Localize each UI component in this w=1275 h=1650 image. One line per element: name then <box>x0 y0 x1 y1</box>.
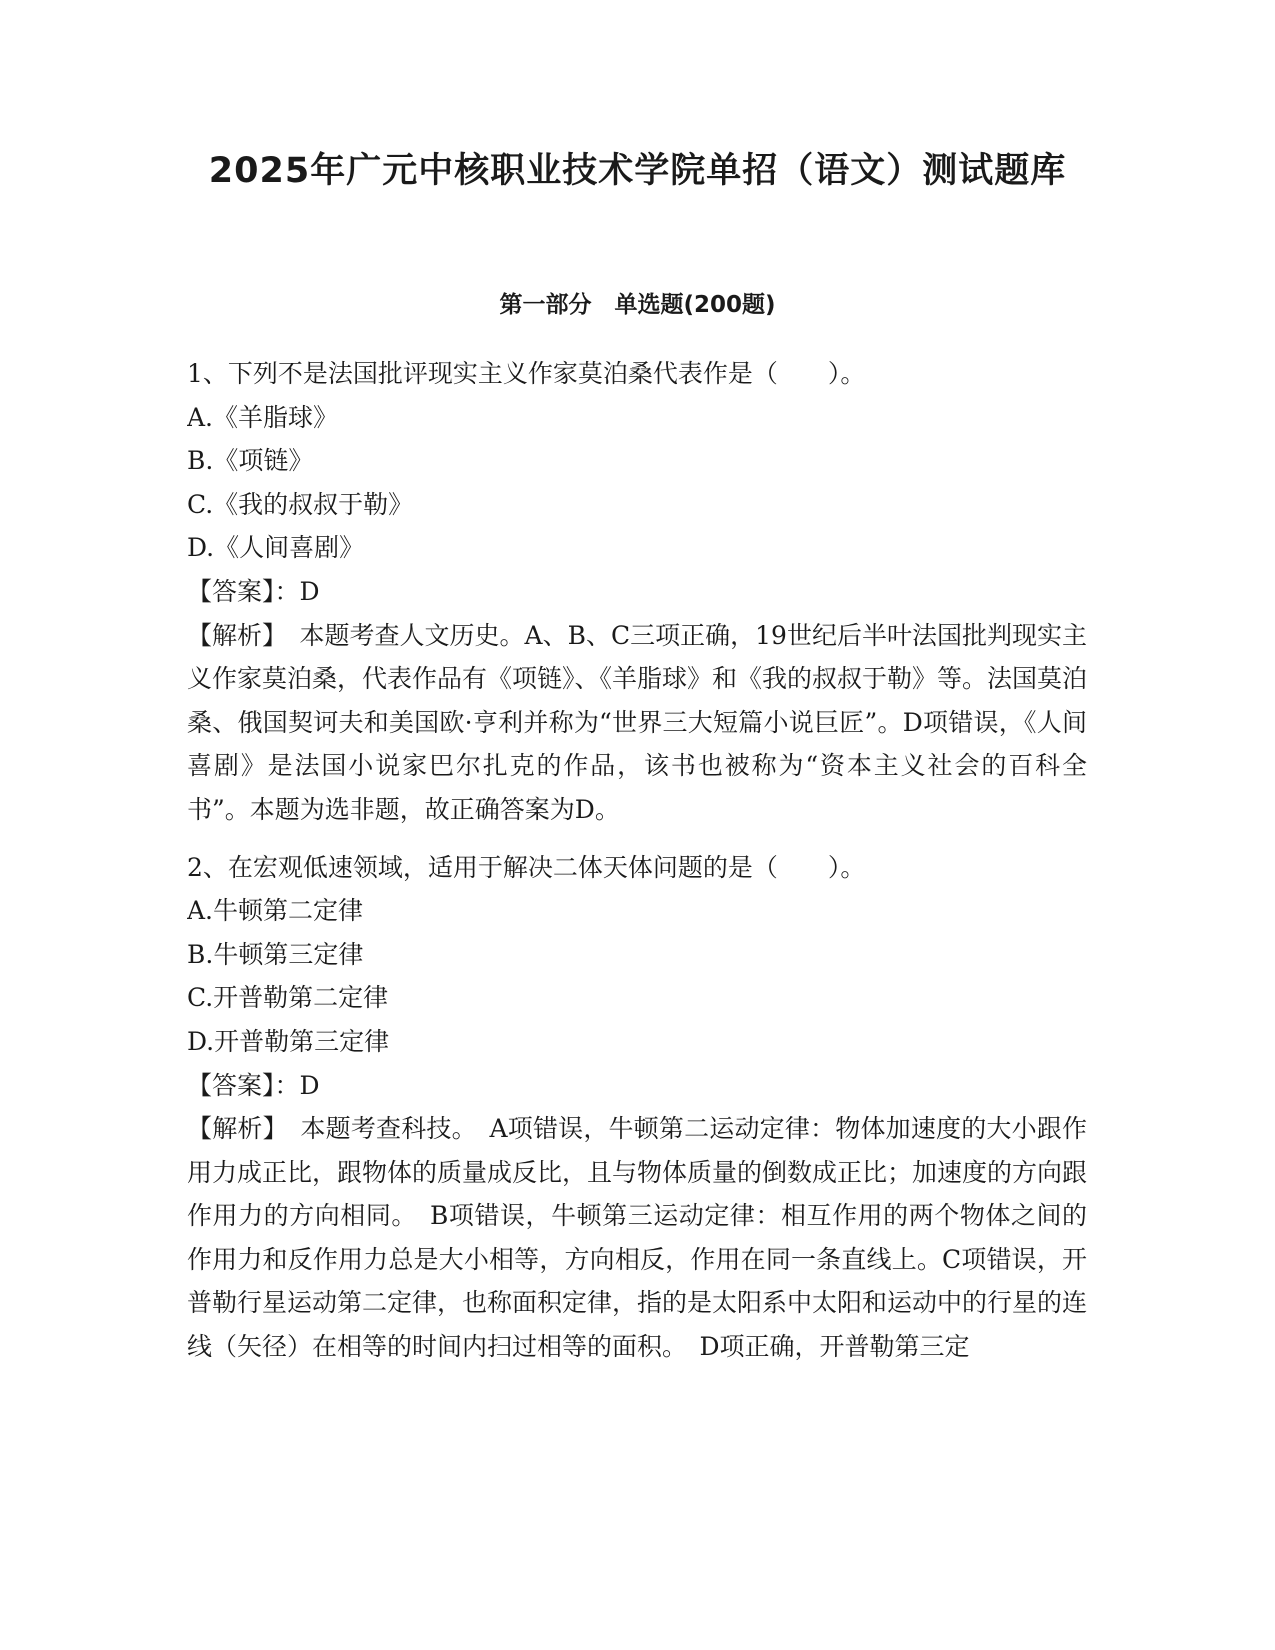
section-title: 第一部分 单选题(200题) <box>499 292 776 318</box>
question-item <box>187 846 1087 1369</box>
option-d: D.开普勒第三定律 <box>187 1026 390 1056</box>
answer-line: 【答案】：D <box>187 576 320 606</box>
option-c: C.开普勒第二定律 <box>187 983 389 1013</box>
option-a: A.牛顿第二定律 <box>187 896 364 926</box>
option-a: A.《羊脂球》 <box>187 402 339 432</box>
question-list <box>187 352 1087 1383</box>
option-d: D.《人间喜剧》 <box>187 533 365 563</box>
question-stem: 1、下列不是法国批评现实主义作家莫泊桑代表作是（ ）。 <box>187 359 866 388</box>
analysis-paragraph: 【解析】 本题考查人文历史。A、B、C三项正确，19世纪后半叶法国批判现实主义作家莫泊桑，代表作品有《项链》、《羊脂球》和《我的叔叔于勒》等。法国莫泊桑、俄国契诃夫和美国欧·亨利并称为“世界三大短篇小说巨匠”。D项错误，《人间喜剧》是法国小说家巴尔扎克的作品，该书也被称为“资本主义社会的百科全书”。本题为选非题，故正确答案为D。 <box>187 620 1088 824</box>
document-title: 2025年广元中核职业技术学院单招（语文）测试题库 <box>208 151 1067 191</box>
option-c: C.《我的叔叔于勒》 <box>187 489 414 519</box>
question-item <box>187 352 1087 832</box>
option-b: B.牛顿第三定律 <box>187 939 364 969</box>
question-stem: 2、在宏观低速领域，适用于解决二体天体问题的是（ ）。 <box>187 852 866 882</box>
analysis-paragraph: 【解析】 本题考查科技。 A项错误，牛顿第二运动定律：物体加速度的大小跟作用力成正比，跟物体的质量成反比，且与物体质量的倒数成正比；加速度的方向跟作用力的方向相同。 B项错误，牛顿第三运动定律：相互作用的两个物体之间的作用力和反作用力总是大小相等，方向相反，作用在同一条直线上。C项错误，开普勒行星运动第二定律，也称面积定律，指的是太阳系中太阳和运动中的行星的连线（矢径）在相等的时间内扫过相等的面积。 D项正确，开普勒第三定 <box>187 1114 1088 1362</box>
answer-line: 【答案】：D <box>187 1070 320 1100</box>
option-b: B.《项链》 <box>187 446 314 476</box>
